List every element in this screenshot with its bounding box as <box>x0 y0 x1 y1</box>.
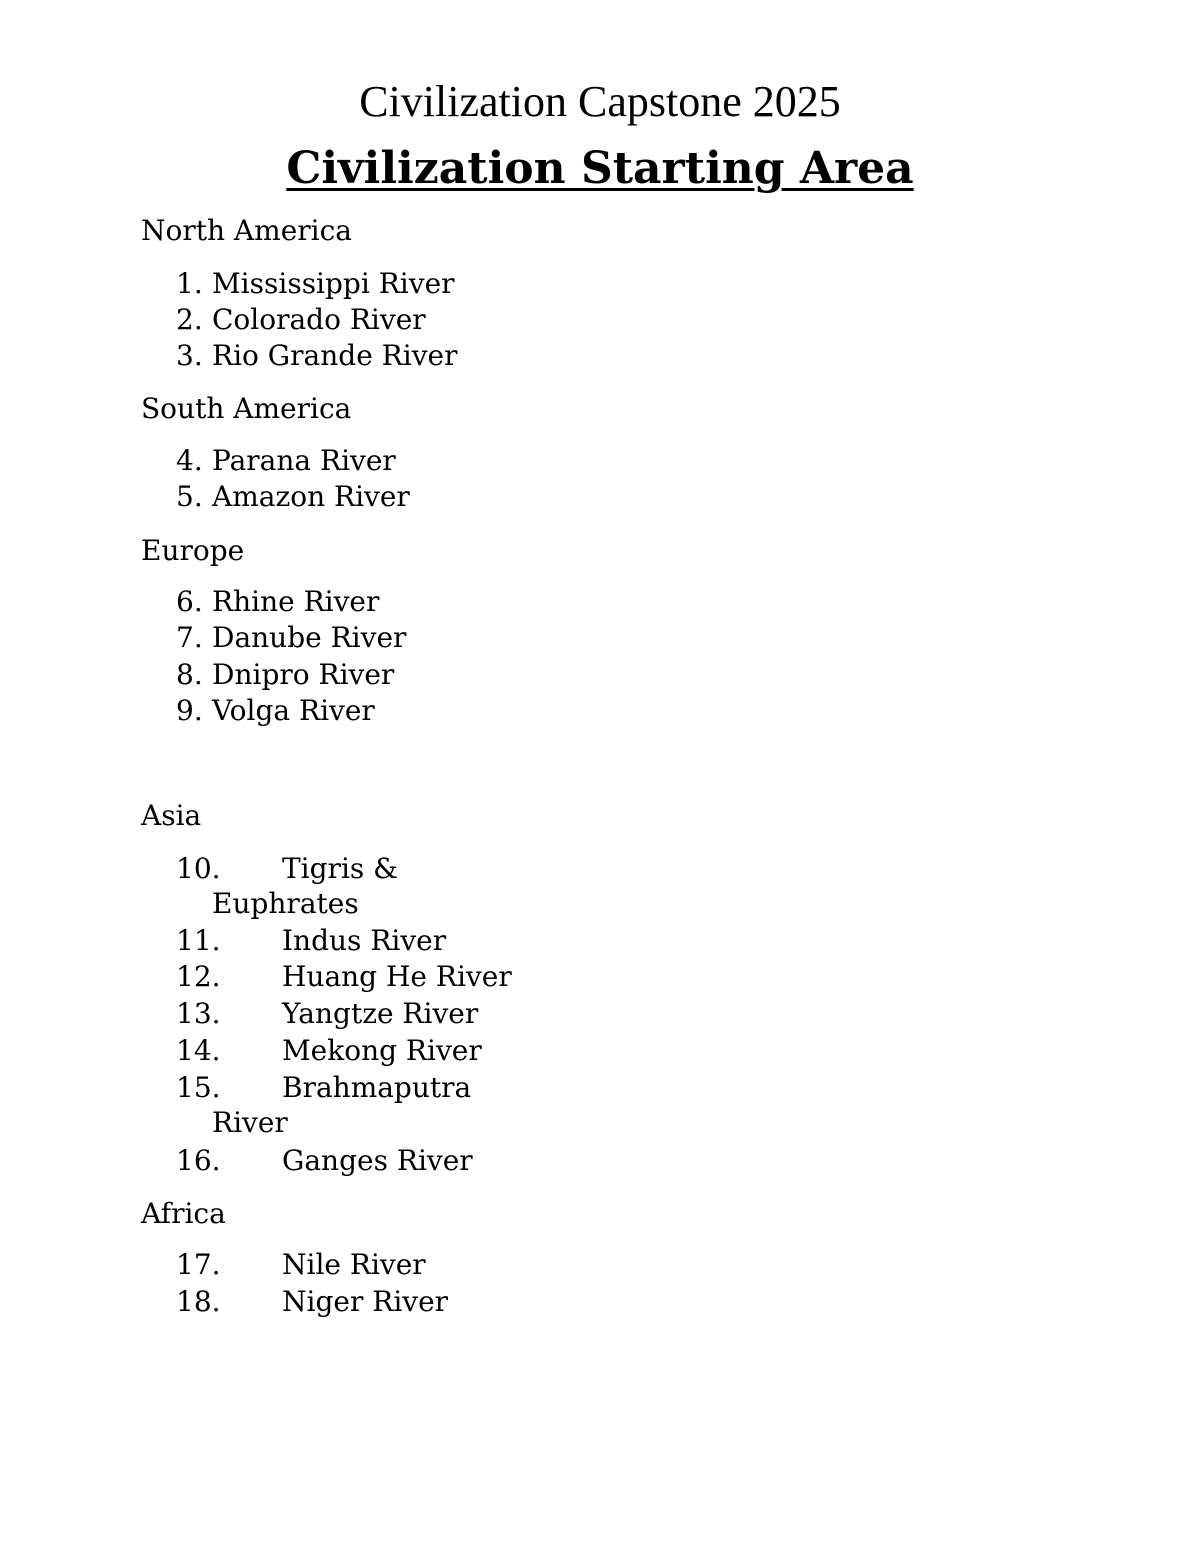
list-item-text: Indus River <box>282 924 447 957</box>
list-item-number: 7. <box>176 621 203 654</box>
list-item-number: 6. <box>176 585 203 618</box>
region-heading: South America <box>141 392 352 425</box>
list-item-text: Amazon River <box>212 480 410 513</box>
list-item-number: 2. <box>176 303 203 336</box>
list-item-text: Mekong River <box>282 1034 482 1067</box>
document-subtitle: Civilization Starting Area <box>286 143 914 194</box>
list-item-number: 4. <box>176 444 203 477</box>
list-item-text: Colorado River <box>212 303 426 336</box>
list-item-number: 8. <box>176 658 203 691</box>
list-item-number: 15. <box>176 1071 221 1104</box>
list-item-text: Dnipro River <box>212 658 395 691</box>
list-item-number: 3. <box>176 339 203 372</box>
list-item-number: 13. <box>176 997 221 1030</box>
region-heading: Europe <box>141 534 245 567</box>
list-item-text: Niger River <box>282 1285 449 1318</box>
list-item-text: Tigris & <box>282 852 399 885</box>
region-heading: Africa <box>141 1197 226 1230</box>
list-item-number: 14. <box>176 1034 221 1067</box>
list-item-text: Rio Grande River <box>212 339 458 372</box>
list-item-text: Parana River <box>212 444 396 477</box>
document-title: Civilization Capstone 2025 <box>359 77 841 126</box>
list-item-number: 10. <box>176 852 221 885</box>
list-item-text: Volga River <box>212 694 375 727</box>
list-item-number: 12. <box>176 960 221 993</box>
list-item-text: Huang He River <box>282 960 512 993</box>
list-item-number: 9. <box>176 694 203 727</box>
list-item-number: 16. <box>176 1144 221 1177</box>
list-item-text: Nile River <box>282 1248 426 1281</box>
list-item-number: 5. <box>176 480 203 513</box>
list-item-number: 17. <box>176 1248 221 1281</box>
list-item-text-continued: Euphrates <box>212 887 359 920</box>
list-item-text: Mississippi River <box>212 267 455 300</box>
list-item-text-continued: River <box>212 1106 288 1139</box>
region-heading: Asia <box>141 799 202 832</box>
list-item-number: 11. <box>176 924 221 957</box>
list-item-number: 18. <box>176 1285 221 1318</box>
list-item-text: Danube River <box>212 621 407 654</box>
region-heading: North America <box>141 214 352 247</box>
list-item-text: Rhine River <box>212 585 380 618</box>
list-item-text: Yangtze River <box>282 997 479 1030</box>
list-item-text: Brahmaputra <box>282 1071 472 1104</box>
list-item-text: Ganges River <box>282 1144 473 1177</box>
list-item-number: 1. <box>176 267 203 300</box>
